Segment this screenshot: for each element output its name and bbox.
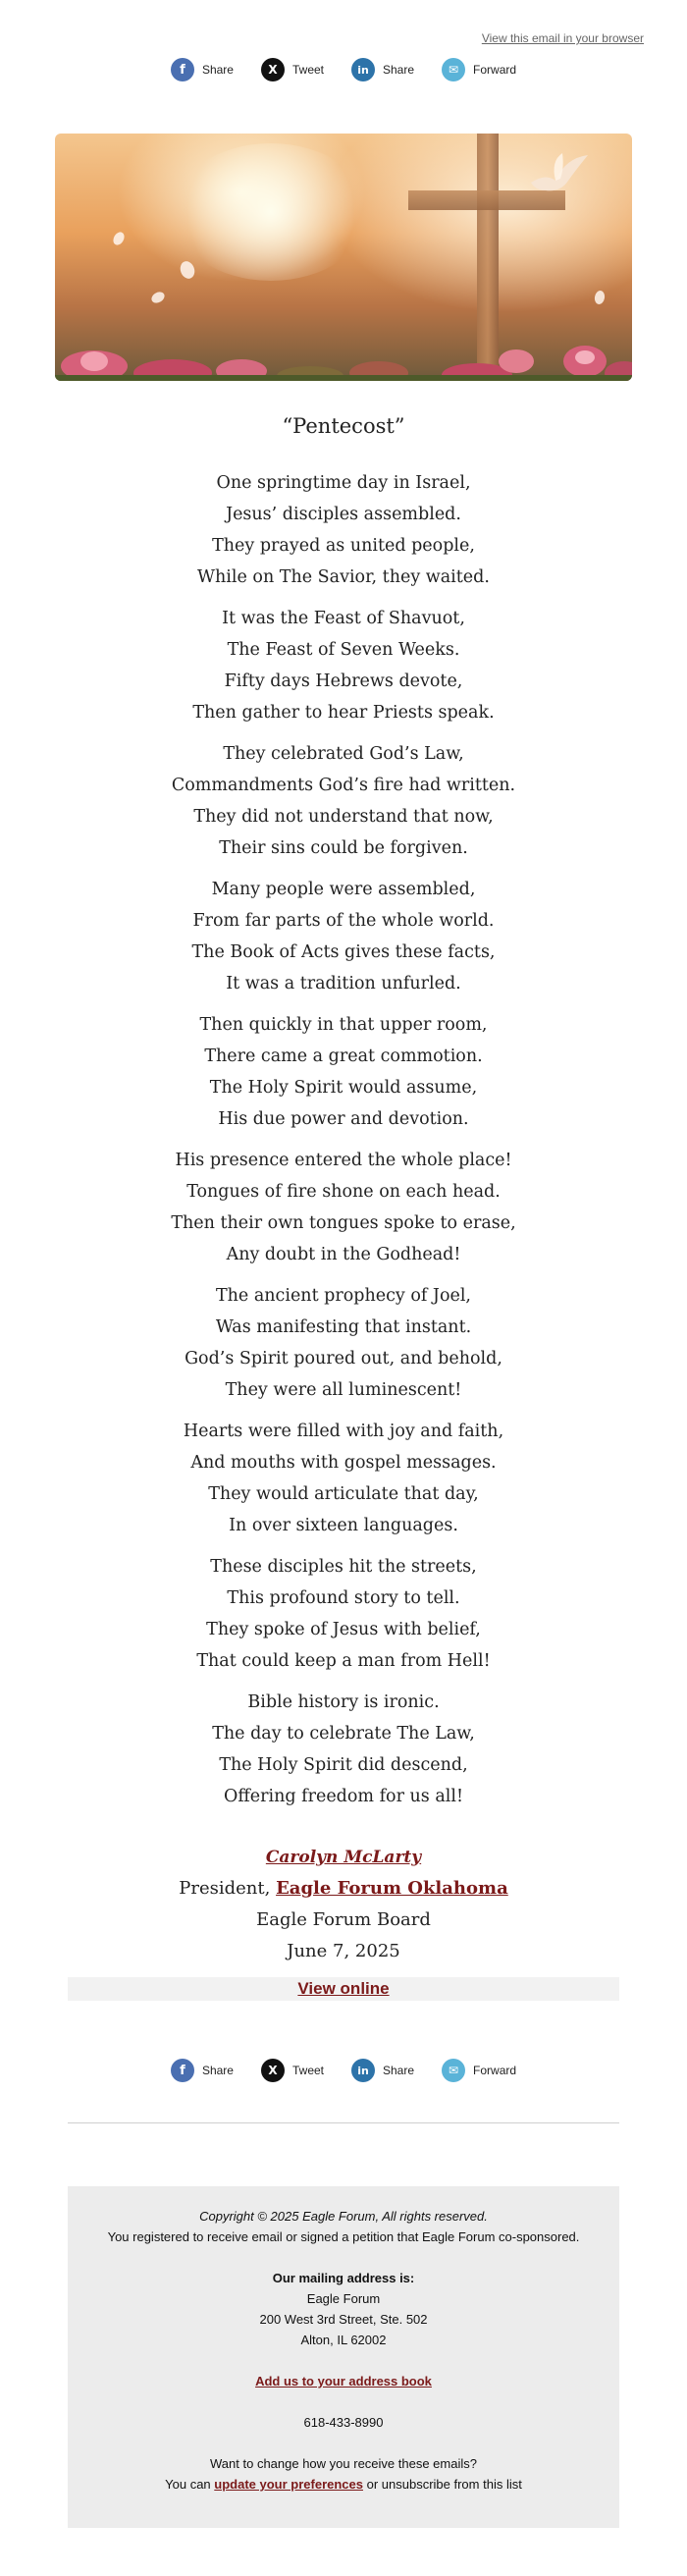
poem-line: It was a tradition unfurled.	[226, 974, 461, 993]
poem-stanza	[0, 603, 687, 728]
poem-stanza	[0, 1551, 687, 1677]
phone-number: 618-433-8990	[303, 2415, 384, 2430]
poem-line: Many people were assembled,	[211, 880, 476, 899]
signature-board: Eagle Forum Board	[256, 1909, 431, 1930]
poem-stanza	[0, 1687, 687, 1812]
poem-line: One springtime day in Israel,	[216, 473, 471, 493]
share-label: Forward	[473, 2064, 517, 2077]
share-label: Tweet	[291, 2064, 324, 2077]
copyright-text: Copyright © 2025 Eagle Forum, All rights reserved.	[199, 2209, 488, 2224]
poem-line: Fifty days Hebrews devote,	[224, 671, 463, 691]
poem-line: Commandments God’s fire had written.	[171, 776, 516, 795]
poem-line: The Holy Spirit did descend,	[219, 1755, 468, 1775]
facebook-icon: f	[171, 2059, 194, 2082]
share-tweet-button[interactable]	[261, 58, 324, 81]
sun-glow	[173, 143, 369, 281]
change-prefix: You can	[165, 2477, 215, 2492]
poem-line: They spoke of Jesus with belief,	[206, 1620, 481, 1639]
view-online-bar	[68, 1977, 619, 2001]
change-suffix: or unsubscribe from this list	[363, 2477, 522, 2492]
poem-line: They prayed as united people,	[212, 536, 475, 556]
poem-line: Hearts were filled with joy and faith,	[183, 1422, 504, 1441]
poem-line: It was the Feast of Shavuot,	[222, 609, 465, 628]
change-preferences-line	[83, 2474, 604, 2495]
poem-line: Offering freedom for us all!	[223, 1787, 463, 1806]
divider	[68, 2122, 619, 2123]
petal	[111, 230, 127, 246]
poem-line: They were all luminescent!	[225, 1380, 462, 1400]
poem-line: Tongues of fire shone on each head.	[186, 1182, 501, 1202]
poem-line: That could keep a man from Hell!	[196, 1651, 491, 1671]
facebook-icon: f	[171, 58, 194, 81]
petal	[594, 290, 606, 305]
poem-stanza	[0, 1416, 687, 1541]
address-name: Eagle Forum	[306, 2291, 381, 2306]
x-icon: X	[261, 2059, 285, 2082]
petal	[149, 290, 166, 305]
poem-stanza	[0, 1145, 687, 1270]
poem-line: Jesus’ disciples assembled.	[226, 505, 461, 524]
poem-stanza	[0, 874, 687, 999]
poem-stanza	[0, 1009, 687, 1135]
top-link-bar	[0, 0, 687, 55]
poem-line: Then gather to hear Priests speak.	[192, 703, 495, 723]
poem-line: Then quickly in that upper room,	[199, 1015, 488, 1035]
registration-text: You registered to receive email or signed a petition that Eagle Forum co-sponsored.	[107, 2229, 580, 2244]
share-forward-button[interactable]	[442, 2059, 516, 2082]
view-in-browser-link[interactable]: View this email in your browser	[481, 31, 644, 45]
signature-title-line	[0, 1873, 687, 1905]
poem-line: These disciples hit the streets,	[210, 1557, 477, 1577]
view-online-link[interactable]: View online	[297, 1979, 390, 1998]
poem-line: The ancient prophecy of Joel,	[215, 1286, 471, 1306]
poem-line: The Book of Acts gives these facts,	[191, 942, 496, 962]
share-bar-top	[0, 55, 687, 84]
flowers-icon	[55, 312, 632, 381]
eagle-forum-oklahoma-link[interactable]: Eagle Forum Oklahoma	[276, 1878, 508, 1899]
address-city: Alton, IL 62002	[300, 2333, 387, 2347]
poem-line: The Holy Spirit would assume,	[209, 1078, 478, 1098]
author-link[interactable]: Carolyn McLarty	[265, 1848, 422, 1867]
change-question: Want to change how you receive these emails?	[210, 2456, 477, 2471]
email-icon: ✉	[442, 2059, 465, 2082]
poem-body	[0, 467, 687, 1812]
poem-line: From far parts of the whole world.	[192, 911, 495, 931]
dove-icon	[521, 153, 590, 202]
share-facebook-button[interactable]	[171, 58, 234, 81]
poem-line: There came a great commotion.	[204, 1046, 483, 1066]
share-label: Share	[201, 63, 234, 77]
poem-line: His presence entered the whole place!	[175, 1151, 512, 1170]
poem-line: Their sins could be forgiven.	[219, 838, 468, 858]
address-street: 200 West 3rd Street, Ste. 502	[259, 2312, 428, 2327]
share-tweet-button[interactable]	[261, 2059, 324, 2082]
poem-line: They would articulate that day,	[208, 1484, 479, 1504]
share-label: Share	[201, 2064, 234, 2077]
poem-stanza	[0, 738, 687, 864]
poem-line: They did not understand that now,	[193, 807, 494, 827]
email-icon: ✉	[442, 58, 465, 81]
poem-line: And mouths with gospel messages.	[190, 1453, 497, 1473]
poem-line: This profound story to tell.	[227, 1588, 460, 1608]
linkedin-icon: in	[351, 2059, 375, 2082]
poem-title: “Pentecost”	[282, 414, 405, 438]
poem-line: In over sixteen languages.	[229, 1516, 458, 1535]
x-icon: X	[261, 58, 285, 81]
share-label: Share	[383, 2064, 415, 2077]
share-bar-bottom	[0, 2056, 687, 2085]
mailing-address-heading: Our mailing address is:	[272, 2271, 415, 2285]
poem-line: While on The Savior, they waited.	[197, 567, 490, 587]
poem-line: The Feast of Seven Weeks.	[227, 640, 460, 660]
signature-block	[0, 1842, 687, 1967]
signature-title-prefix: President,	[179, 1878, 277, 1899]
petal	[178, 259, 196, 281]
share-label: Share	[383, 63, 415, 77]
poem-line: Was manifesting that instant.	[215, 1317, 472, 1337]
poem-line: They celebrated God’s Law,	[223, 744, 464, 764]
share-label: Forward	[473, 63, 517, 77]
share-facebook-button[interactable]	[171, 2059, 234, 2082]
footer	[68, 2186, 619, 2528]
add-to-address-book-link[interactable]: Add us to your address book	[255, 2374, 432, 2388]
share-label: Tweet	[291, 63, 324, 77]
poem-line: The day to celebrate The Law,	[212, 1724, 475, 1744]
share-linkedin-button[interactable]	[351, 2059, 414, 2082]
poem-line: God’s Spirit poured out, and behold,	[185, 1349, 502, 1368]
poem-line: His due power and devotion.	[218, 1109, 469, 1129]
share-forward-button[interactable]	[442, 58, 516, 81]
signature-date: June 7, 2025	[287, 1941, 400, 1961]
hero-image	[55, 134, 632, 381]
share-linkedin-button[interactable]	[351, 58, 414, 81]
poem-stanza	[0, 467, 687, 593]
poem-stanza	[0, 1280, 687, 1406]
poem-line: Then their own tongues spoke to erase,	[171, 1213, 516, 1233]
poem-line: Any doubt in the Godhead!	[226, 1245, 461, 1264]
poem-line: Bible history is ironic.	[247, 1692, 440, 1712]
linkedin-icon: in	[351, 58, 375, 81]
update-preferences-link[interactable]: update your preferences	[214, 2477, 363, 2492]
